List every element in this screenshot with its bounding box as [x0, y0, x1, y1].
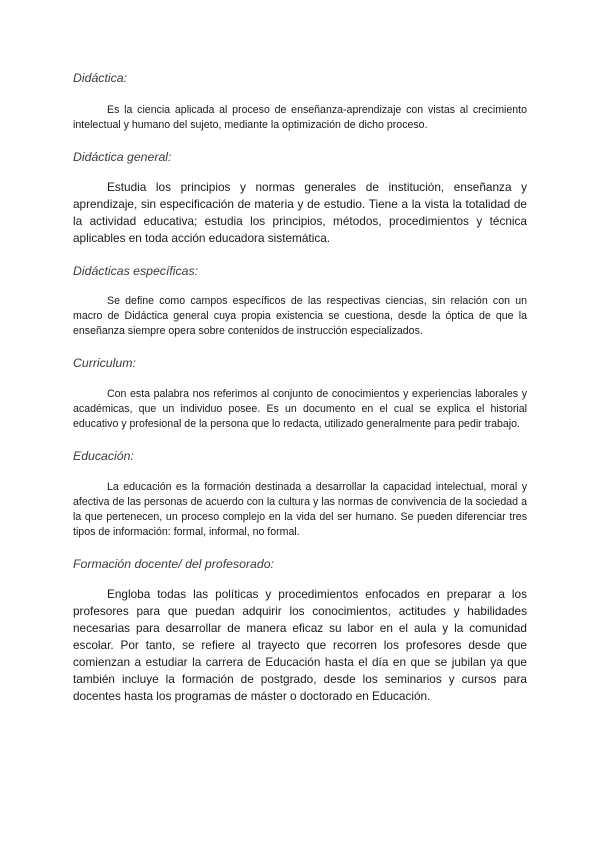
section-heading: Formación docente/ del profesorado: — [73, 557, 274, 571]
section-heading: Didáctica general: — [73, 150, 172, 164]
section-curriculum — [73, 355, 527, 432]
section-paragraph: Es la ciencia aplicada al proceso de enseñanza-aprendizaje con vistas al crecimiento intelectual y humano del sujeto, mediante la optimización de dicho proceso. — [73, 104, 527, 131]
section-paragraph: La educación es la formación destinada a desarrollar la capacidad intelectual, moral y afectiva de las personas de acuerdo con la cultura y las normas de convivencia de la sociedad a la que pertenecen, un proceso complejo en la vida del ser humano. Se pueden diferenciar tres tipos de información: formal, informal, no formal. — [73, 481, 527, 538]
section-didacticas-especificas — [73, 263, 527, 339]
section-heading: Didáctica: — [73, 71, 127, 85]
section-paragraph: Se define como campos específicos de las respectivas ciencias, sin relación con un macro de Didáctica general cuya propia existencia se cuestiona, desde la óptica de que la enseñanza siempre opera sobre contenidos de instrucción especializados. — [73, 295, 527, 337]
section-heading: Didácticas específicas: — [73, 264, 199, 278]
section-didactica-general — [73, 149, 527, 247]
section-heading: Curriculum: — [73, 356, 136, 370]
section-paragraph: Engloba todas las políticas y procedimientos enfocados en preparar a los profesores para que puedan adquirir los conocimientos, actitudes y habilidades necesarias para desarrollar de manera eficaz su labor en el aula y la comunidad escolar. Por tanto, se refiere al trayecto que recorren los profesores desde que comienzan a estudiar la carrera de Educación hasta el día en que se jubilan ya que también incluye la formación de postgrado, desde los seminarios y cursos para docentes hasta los programas de máster o doctorado en Educación. — [73, 587, 527, 703]
section-didactica — [73, 70, 527, 133]
section-educacion — [73, 448, 527, 540]
section-formacion-docente — [73, 556, 527, 705]
section-heading: Educación: — [73, 449, 134, 463]
section-paragraph: Con esta palabra nos referimos al conjunto de conocimientos y experiencias laborales y académicas, que un individuo posee. Es un documento en el cual se explica el historial educativo y profesional de la persona que lo redacta, utilizado generalmente para pedir trabajo. — [73, 388, 527, 430]
section-paragraph: Estudia los principios y normas generales de institución, enseñanza y aprendizaje, sin especificación de materia y de estudio. Tiene a la vista la totalidad de la actividad educativa; estudia los principios, métodos, procedimientos y técnica aplicables en toda acción educadora sistemática. — [73, 180, 527, 245]
